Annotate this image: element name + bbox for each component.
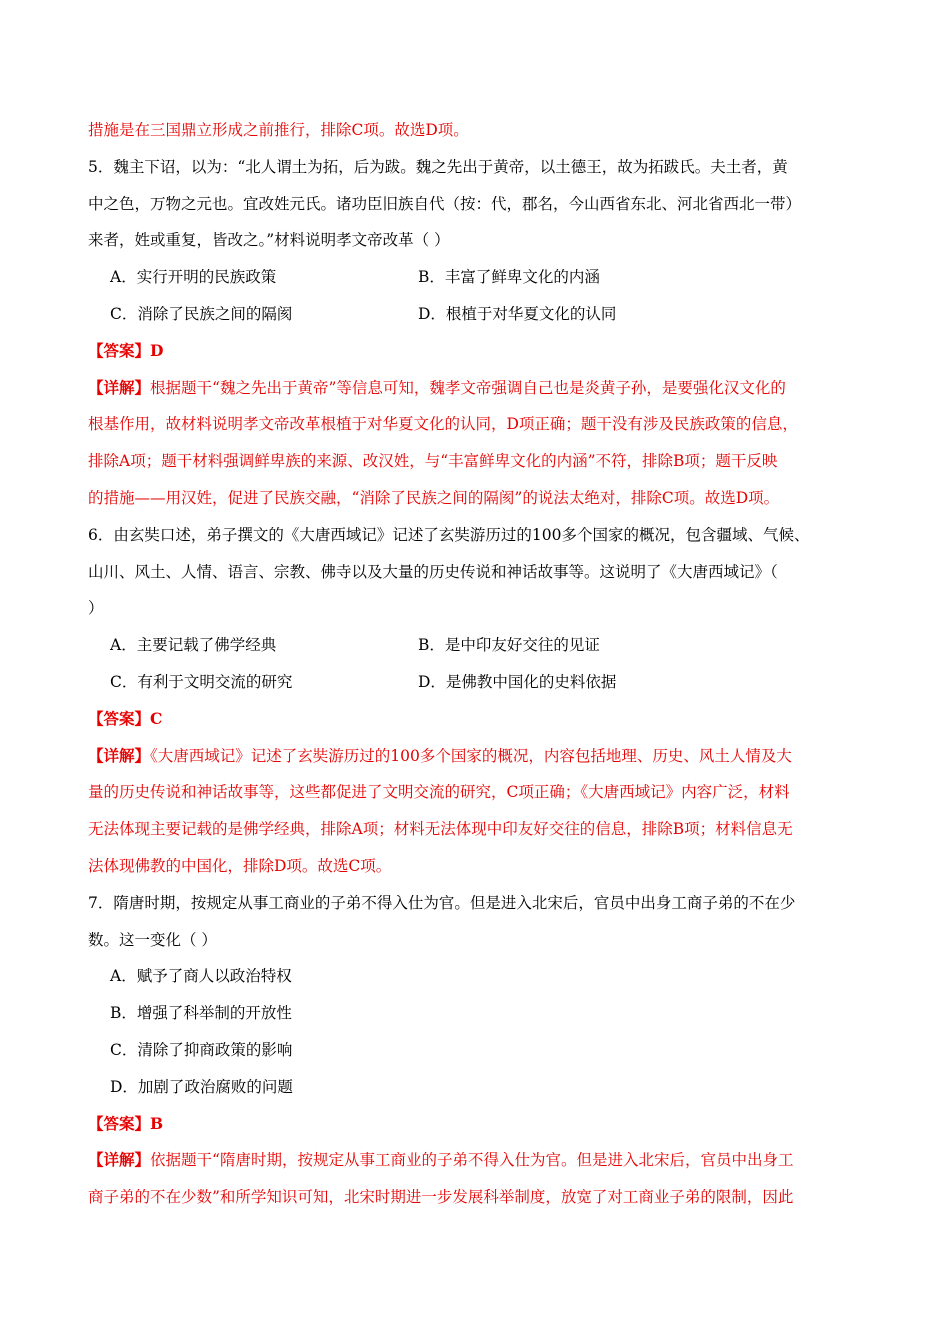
- answer-label: 【答案】: [88, 708, 151, 728]
- answer-label: 【答案】: [88, 340, 151, 360]
- explanation-label: 【详解】: [88, 1150, 151, 1170]
- answer-label: 【答案】: [88, 1113, 151, 1133]
- options-row: [88, 995, 863, 1032]
- explanation-text: 《大唐西域记》记述了玄奘游历过的100多个国家的概况，内容包括地理、历史、风土人情及大: [150, 746, 792, 765]
- explanation-text: 依据题干“隋唐时期，按规定从事工商业的子弟不得入仕为官。但是进入北宋后，官员中出身工: [150, 1151, 794, 1170]
- explanation-label: 【详解】: [88, 745, 151, 765]
- question-7: [88, 885, 863, 1216]
- explanation-line: 排除A项；题干材料强调鲜卑族的来源、改汉姓，与“丰富鲜卑文化的内涵”不符，排除B项；题干反映: [88, 452, 778, 471]
- option-a: A．主要记载了佛学经典: [110, 636, 277, 655]
- option-b: B．是中印友好交往的见证: [418, 636, 600, 655]
- options-row: [88, 296, 863, 333]
- options-row: [88, 958, 863, 995]
- question-stem-line: 7．隋唐时期，按规定从事工商业的子弟不得入仕为官。但是进入北宋后，官员中出身工商子弟的不在少: [88, 893, 796, 912]
- explanation-text: 根据题干“魏之先出于黄帝”等信息可知，魏孝文帝强调自己也是炎黄子孙，是要强化汉文化的: [150, 378, 786, 397]
- explanation-line: 根基作用，故材料说明孝文帝改革根植于对华夏文化的认同，D项正确；题干没有涉及民族政策的信息，: [88, 415, 798, 434]
- explanation-line: [88, 1142, 863, 1179]
- option-c: C．有利于文明交流的研究: [110, 672, 293, 691]
- explanation-line: [88, 370, 863, 407]
- question-stem-line: 6．由玄奘口述，弟子撰文的《大唐西域记》记述了玄奘游历过的100多个国家的概况，包含疆域、气候、: [88, 525, 810, 544]
- option-c: C．消除了民族之间的隔阂: [110, 304, 293, 323]
- option-a: A．实行开明的民族政策: [110, 268, 277, 287]
- option-d: D．根植于对华夏文化的认同: [418, 304, 617, 323]
- question-5: [88, 149, 863, 517]
- option-d: D．加剧了政治腐败的问题: [110, 1077, 293, 1096]
- question-stem-line: 山川、风土、人情、语言、宗教、佛寺以及大量的历史传说和神话故事等。这说明了《大唐西域记》（: [88, 562, 778, 581]
- explanation-line: 的措施——用汉姓，促进了民族交融，“消除了民族之间的隔阂”的说法太绝对，排除C项。故选D项。: [88, 488, 780, 507]
- options-row: [88, 664, 863, 701]
- answer-value: C: [150, 708, 163, 728]
- explanation-line: 法体现佛教的中国化，排除D项。故选C项。: [88, 856, 392, 875]
- answer-line: [88, 333, 863, 370]
- explanation-line: 量的历史传说和神话故事等，这些都促进了文明交流的研究，C项正确；《大唐西域记》内容广泛，材料: [88, 783, 790, 802]
- explanation-label: 【详解】: [88, 377, 151, 397]
- question-stem-line: 中之色，万物之元也。宜改姓元氏。诸功臣旧族自代（按：代，郡名，今山西省东北、河北省西北一带）: [88, 194, 802, 213]
- explanation-line: [88, 738, 863, 775]
- question-6: [88, 517, 863, 885]
- answer-value: B: [150, 1113, 164, 1133]
- question-stem-line: ）: [88, 599, 104, 618]
- question-stem-line: 来者，姓或重复，皆改之。”材料说明孝文帝改革（ ）: [88, 231, 450, 250]
- explanation-line: 商子弟的不在少数”和所学知识可知，北宋时期进一步发展科举制度，放宽了对工商业子弟的限制，因此: [88, 1188, 794, 1207]
- option-c: C．清除了抑商政策的影响: [110, 1040, 293, 1059]
- option-d: D．是佛教中国化的史料依据: [418, 672, 617, 691]
- answer-value: D: [150, 340, 164, 360]
- question-stem-line: 数。这一变化（ ）: [88, 930, 217, 949]
- options-row: [88, 627, 863, 664]
- document-content: [88, 112, 863, 1216]
- prev-explanation-tail: 措施是在三国鼎立形成之前推行，排除C项。故选D项。: [88, 121, 469, 139]
- options-row: [88, 1032, 863, 1069]
- explanation-line: 无法体现主要记载的是佛学经典，排除A项；材料无法体现中印友好交往的信息，排除B项；材料信息无: [88, 820, 793, 839]
- options-row: [88, 259, 863, 296]
- options-row: [88, 1069, 863, 1106]
- option-a: A．赋予了商人以政治特权: [110, 967, 292, 986]
- question-stem-line: 5．魏主下诏，以为：“北人谓土为拓，后为跋。魏之先出于黄帝，以土德王，故为拓跋氏。夫土者，黄: [88, 157, 788, 176]
- option-b: B．丰富了鲜卑文化的内涵: [418, 268, 600, 287]
- answer-line: [88, 1106, 863, 1143]
- option-b: B．增强了科举制的开放性: [110, 1004, 292, 1023]
- answer-line: [88, 701, 863, 738]
